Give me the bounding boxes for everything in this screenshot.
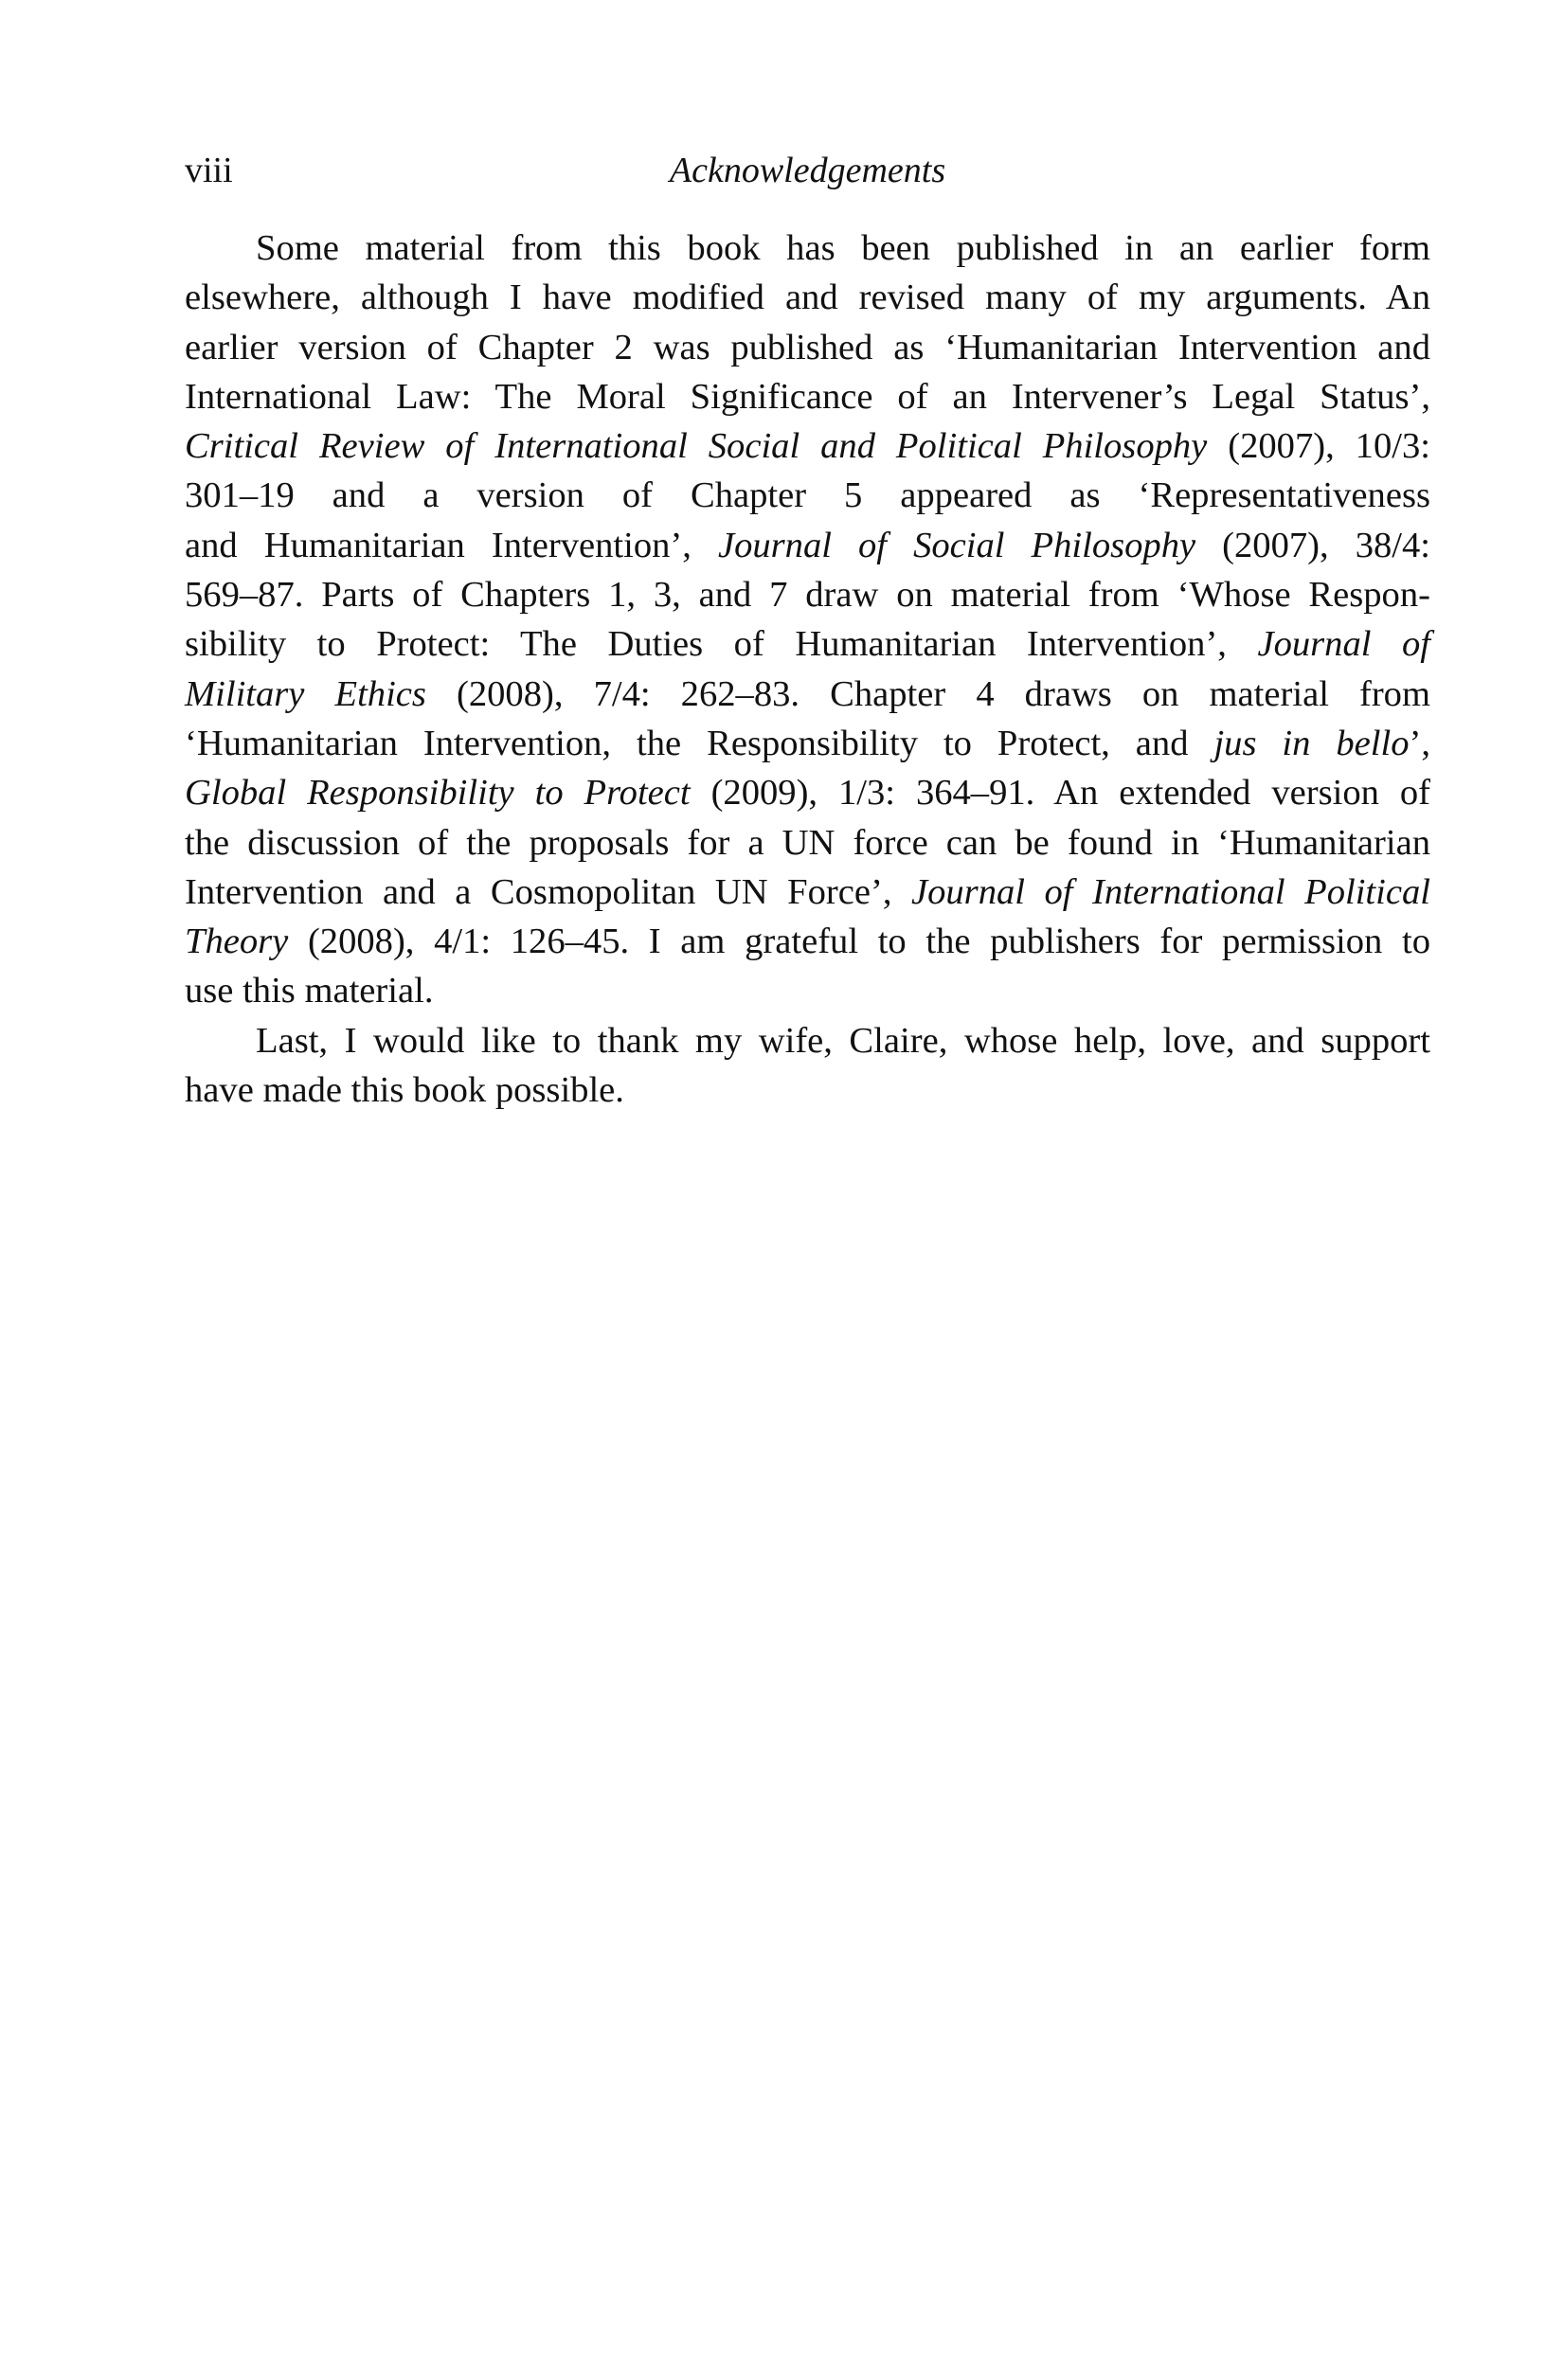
italic-text: Journal of International Political [910,871,1430,912]
text-run: 569–87. Parts of Chapters 1, 3, and 7 draw on material from ‘Whose Respon- [185,575,1430,616]
text-line [185,818,1430,868]
text-run: have made this book possible. [185,1070,624,1111]
text-run: the discussion of the proposals for a UN force can be found in ‘Humanitarian [185,822,1430,863]
page-number: viii [185,151,233,190]
italic-text: Critical Review of International Social and Political Philosophy [185,426,1208,467]
text-run: and Humanitarian Intervention’, [185,525,718,565]
text-run: elsewhere, although I have modified and revised many of my arguments. An [185,277,1430,318]
text-line [185,372,1430,421]
text-run: (2009), 1/3: 364–91. An extended version of [690,773,1430,814]
text-run: (2008), 4/1: 126–45. I am grateful to the publishers for permission to [288,922,1430,962]
text-run: (2007), 10/3: [1207,426,1430,467]
text-run: Last, I would like to thank my wife, Claire, whose help, love, and support [256,1020,1430,1061]
text-run: (2007), 38/4: [1195,525,1431,565]
text-run: use this material. [185,971,434,1011]
text-line [185,868,1430,917]
italic-text: jus in bello [1213,723,1410,763]
text-line [185,570,1430,619]
italic-text: Theory [185,922,289,962]
text-line [185,619,1430,669]
text-line [185,421,1430,471]
text-line [185,1016,1430,1065]
text-line [185,670,1430,719]
text-run: ’, [1409,723,1430,763]
text-line [185,273,1430,322]
italic-text: Journal of Social Philosophy [717,525,1196,565]
text-run: 301–19 and a version of Chapter 5 appeared as ‘Representativeness [185,475,1430,516]
text-run: Some material from this book has been published in an earlier form [256,228,1430,268]
running-head [185,144,1430,197]
italic-text: Journal of [1257,624,1430,665]
text-line [185,521,1430,570]
italic-text: Military Ethics [185,673,426,714]
italic-text: Global Responsibility to Protect [185,773,691,814]
text-line [185,768,1430,817]
paragraph [185,1016,1430,1116]
text-line [185,966,1430,1015]
text-line [185,471,1430,520]
text-run: ‘Humanitarian Intervention, the Responsibility to Protect, and [185,723,1214,763]
text-run: (2008), 7/4: 262–83. Chapter 4 draws on material from [425,673,1430,714]
text-line [185,719,1430,768]
text-line [185,323,1430,372]
text-run: earlier version of Chapter 2 was published as ‘Humanitarian Intervention and [185,327,1430,367]
paragraph [185,224,1430,1016]
text-run: sibility to Protect: The Duties of Humanitarian Intervention’, [185,624,1258,665]
running-head-title: Acknowledgements [669,151,946,190]
body-text [185,224,1430,1115]
text-run: International Law: The Moral Significance of an Intervener’s Legal Status’, [185,376,1430,417]
text-line [185,1065,1430,1115]
text-line [185,224,1430,273]
text-run: Intervention and a Cosmopolitan UN Force’, [185,871,911,912]
text-line [185,917,1430,966]
